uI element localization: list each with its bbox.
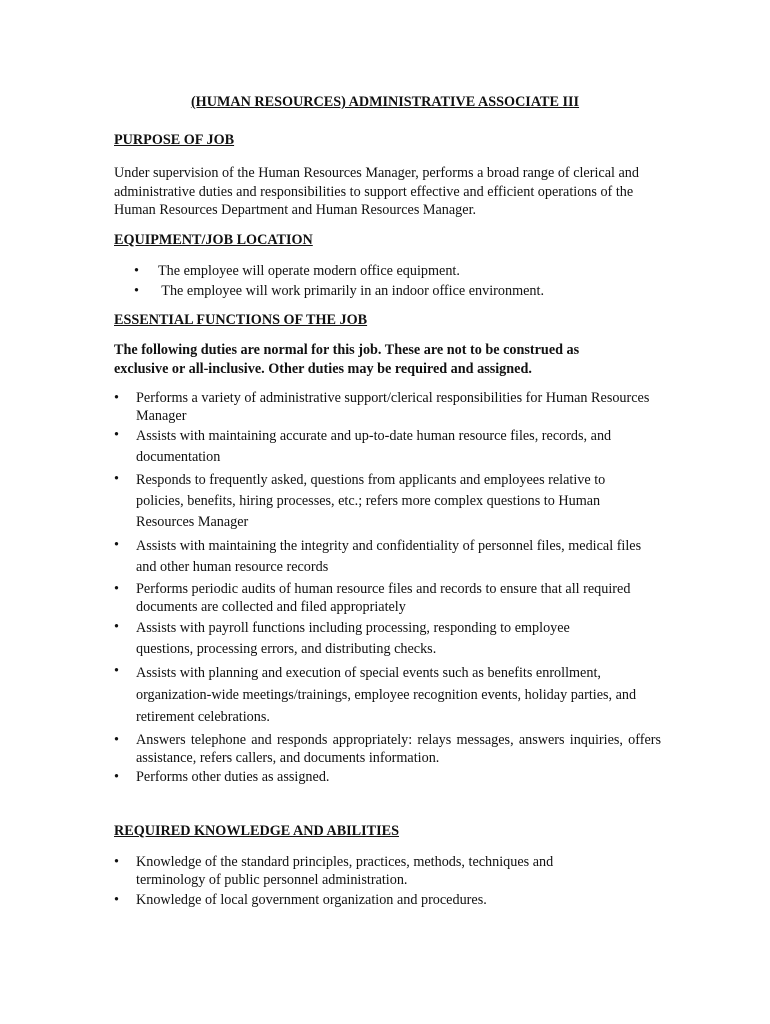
list-item: Assists with payroll functions including processing, responding to employee questions, processing errors, and distributing checks. xyxy=(136,620,570,657)
list-item: Performs periodic audits of human resource files and records to ensure that all required documents are collected and filed appropriately xyxy=(136,581,631,615)
equipment-item: The employee will work primarily in an indoor office environment. xyxy=(158,283,544,299)
equipment-heading: EQUIPMENT/JOB LOCATION xyxy=(114,232,313,248)
list-item: Knowledge of the standard principles, practices, methods, techniques and terminology of public personnel administration. xyxy=(136,854,554,888)
bullet-icon: • xyxy=(114,663,119,679)
bullet-icon: • xyxy=(134,283,139,299)
list-item: Assists with planning and execution of special events such as benefits enrollment, organization-wide meetings/trainings, employee recognition events, holiday parties, and retirement celebrations. xyxy=(136,665,637,725)
bullet-icon: • xyxy=(114,471,119,487)
bullet-icon: • xyxy=(114,537,119,553)
document-title: (HUMAN RESOURCES) ADMINISTRATIVE ASSOCIATE III xyxy=(190,94,580,110)
bullet-icon: • xyxy=(134,263,139,279)
purpose-heading: PURPOSE OF JOB xyxy=(114,132,235,148)
bullet-icon: • xyxy=(114,732,119,748)
bullet-icon: • xyxy=(114,581,119,597)
essential-functions-heading: ESSENTIAL FUNCTIONS OF THE JOB xyxy=(114,312,368,328)
knowledge-heading: REQUIRED KNOWLEDGE AND ABILITIES xyxy=(114,823,400,839)
bullet-icon: • xyxy=(114,619,119,635)
list-item: Answers telephone and responds appropriately: relays messages, answers inquiries, offers assistance, refers callers, and documents information. xyxy=(136,732,661,766)
equipment-item: The employee will operate modern office equipment. xyxy=(158,263,460,279)
essential-intro: The following duties are normal for this job. These are not to be construed as exclusive or all-inclusive. Other duties may be required and assigned. xyxy=(114,342,580,377)
bullet-icon: • xyxy=(114,390,119,406)
list-item: Knowledge of local government organization and procedures. xyxy=(136,892,487,908)
bullet-icon: • xyxy=(114,769,119,785)
list-item: Performs a variety of administrative support/clerical responsibilities for Human Resources Manager xyxy=(136,390,650,424)
list-item: Assists with maintaining accurate and up-to-date human resource files, records, and documentation xyxy=(136,428,612,465)
list-item: Assists with maintaining the integrity and confidentiality of personnel files, medical files and other human resource records xyxy=(136,538,642,575)
list-item: Performs other duties as assigned. xyxy=(136,769,330,785)
bullet-icon: • xyxy=(114,892,119,908)
list-item: Responds to frequently asked, questions from applicants and employees relative to policies, benefits, hiring processes, etc.; refers more complex questions to Human Resources Manager xyxy=(136,472,606,530)
bullet-icon: • xyxy=(114,854,119,870)
bullet-icon: • xyxy=(114,427,119,443)
purpose-text: Under supervision of the Human Resources Manager, performs a broad range of clerical and administrative duties and responsibilities to support effective and efficient operations of the Human Resources Department and Human Resources Manager. xyxy=(114,165,639,218)
